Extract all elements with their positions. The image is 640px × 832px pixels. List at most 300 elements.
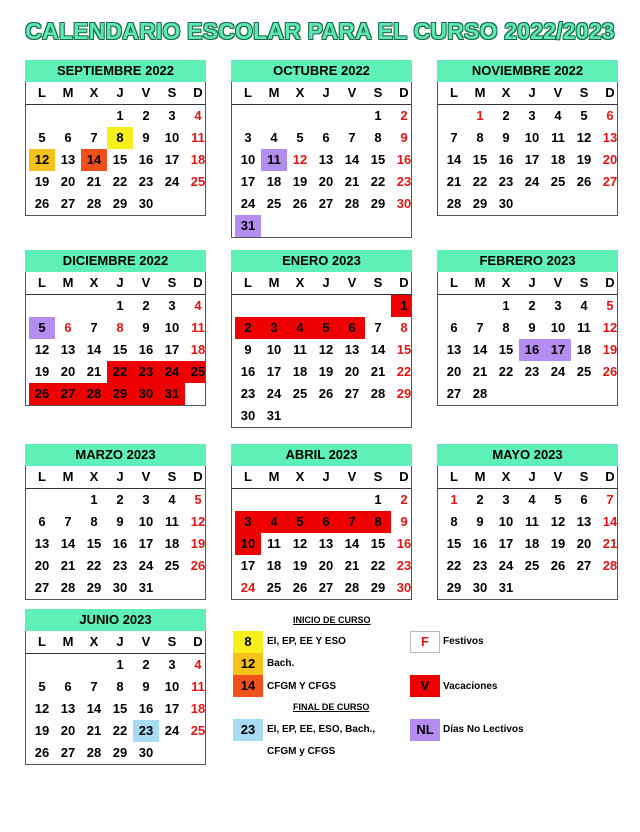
day-cell: 20 [60,364,76,379]
week-row [26,149,205,171]
day-cell: 7 [450,130,458,145]
day-cell: 19 [34,364,50,379]
day-cell: 2 [502,108,510,123]
weekday-label: D [605,469,615,484]
month-body [25,631,206,765]
day-cell: 13 [60,701,76,716]
day-cell: 23 [240,386,256,401]
legend-festivos-text: Festivos [443,636,484,647]
day-cell: 24 [240,580,256,595]
day-cell: 24 [550,364,566,379]
day-cell: 21 [370,364,386,379]
day-cell: 23 [498,174,514,189]
week-row [26,317,205,339]
day-cell: 27 [318,580,334,595]
day-cell: 4 [528,492,536,507]
day-cell: 2 [400,108,408,123]
day-cell: 12 [29,149,55,171]
day-cell: 26 [550,558,566,573]
day-cell: 14 [602,514,618,529]
weekday-header-row [438,82,617,105]
weekday-label: M [268,85,280,100]
day-cell: 18 [190,342,206,357]
day-cell: 24 [138,558,154,573]
day-cell: 5 [287,511,313,533]
day-cell: 24 [164,723,180,738]
day-cell: 9 [116,514,124,529]
day-cell: 21 [344,558,360,573]
week-row [232,171,411,193]
day-cell: 22 [498,364,514,379]
day-cell: 24 [240,196,256,211]
day-cell: 13 [60,342,76,357]
day-cell: 11 [191,130,205,145]
day-cell: 26 [292,580,308,595]
month-marzo-2023 [25,444,206,600]
weekday-label: S [579,469,589,484]
day-cell: 3 [261,317,287,339]
week-row [232,555,411,577]
day-cell: 23 [133,361,159,383]
day-cell: 10 [164,130,180,145]
day-cell: 13 [446,342,462,357]
day-cell: 17 [240,174,256,189]
day-cell: 6 [339,317,365,339]
month-header: FEBRERO 2023 [437,250,618,272]
month-junio-2023 [25,609,206,765]
day-cell: 27 [344,386,360,401]
weekday-label: D [605,275,615,290]
day-cell: 13 [318,536,334,551]
weekday-label: M [62,634,74,649]
day-cell: 4 [194,657,202,672]
day-cell: 24 [524,174,540,189]
weekday-label: L [38,85,46,100]
day-cell: 3 [168,657,176,672]
day-cell: 25 [292,386,308,401]
day-cell: 29 [112,196,128,211]
week-row [438,127,617,149]
day-cell: 15 [370,152,386,167]
day-cell: 29 [370,196,386,211]
weekday-label: S [167,469,177,484]
day-cell: 22 [396,364,412,379]
day-cell: 25 [190,174,206,189]
month-header: ABRIL 2023 [231,444,412,466]
day-cell: 8 [502,320,510,335]
day-cell: 21 [472,364,488,379]
day-cell: 18 [266,558,282,573]
day-cell: 17 [524,152,540,167]
day-cell: 9 [502,130,510,145]
legend-nl-text: Días No Lectivos [443,724,524,735]
weekday-label: S [579,275,589,290]
legend-start1-text: EI, EP, EE Y ESO [267,636,346,647]
day-cell: 30 [240,408,256,423]
day-cell: 28 [344,580,360,595]
week-row [26,127,205,149]
weekday-header-row [26,631,205,654]
day-cell: 13 [602,130,618,145]
final-heading: FINAL DE CURSO [293,702,370,712]
weekday-label: X [89,634,99,649]
day-cell: 14 [86,701,102,716]
day-cell: 2 [142,657,150,672]
day-cell: 14 [344,536,360,551]
weekday-label: J [116,275,124,290]
weekday-label: X [501,469,511,484]
week-row [232,193,411,215]
day-cell: 3 [244,130,252,145]
day-cell: 10 [266,342,282,357]
day-cell: 13 [576,514,592,529]
weekday-label: V [347,469,357,484]
day-cell: 29 [370,580,386,595]
day-cell: 22 [86,558,102,573]
week-row [26,489,205,511]
month-header: OCTUBRE 2022 [231,60,412,82]
day-cell: 30 [138,745,154,760]
legend-end-text-2: CFGM y CFGS [267,746,336,757]
day-cell: 7 [606,492,614,507]
legend-end-swatch: 23 [233,719,263,741]
day-cell: 17 [164,342,180,357]
weekday-label: L [450,85,458,100]
inicio-heading: INICIO DE CURSO [293,615,371,625]
day-cell: 8 [365,511,391,533]
day-cell: 19 [602,342,618,357]
week-row [26,533,205,555]
weekday-label: V [553,85,563,100]
day-cell: 16 [396,536,412,551]
day-cell: 26 [29,383,55,405]
day-cell: 29 [396,386,412,401]
day-cell: 20 [318,174,334,189]
day-cell: 3 [142,492,150,507]
weekday-label: X [89,275,99,290]
day-cell: 12 [318,342,334,357]
day-cell: 20 [344,364,360,379]
month-body [437,466,618,600]
weekday-header-row [26,466,205,489]
day-cell: 19 [190,536,206,551]
weekday-header-row [26,82,205,105]
day-cell: 18 [190,152,206,167]
day-cell: 18 [550,152,566,167]
day-cell: 30 [396,196,412,211]
day-cell: 29 [107,383,133,405]
day-cell: 23 [112,558,128,573]
legend-start1-swatch: 8 [233,631,263,653]
week-row [26,511,205,533]
week-row [438,555,617,577]
legend-end-text-1: EI, EP, EE, ESO, Bach., [267,724,376,735]
day-cell: 9 [400,130,408,145]
day-cell: 2 [400,492,408,507]
day-cell: 25 [576,364,592,379]
weekday-label: X [295,85,305,100]
week-row [232,149,411,171]
day-cell: 2 [528,298,536,313]
day-cell: 22 [370,558,386,573]
month-header: ENERO 2023 [231,250,412,272]
legend-start3-swatch: 14 [233,675,263,697]
day-cell: 29 [446,580,462,595]
day-cell: 6 [322,130,330,145]
day-cell: 20 [602,152,618,167]
weekday-label: J [528,275,536,290]
month-diciembre-2022 [25,250,206,406]
weekday-label: V [141,85,151,100]
weekday-label: L [450,469,458,484]
day-cell: 18 [524,536,540,551]
day-cell: 2 [116,492,124,507]
day-cell: 21 [602,536,618,551]
day-cell: 5 [606,298,614,313]
day-cell: 26 [602,364,618,379]
day-cell: 5 [38,679,46,694]
weekday-label: X [501,85,511,100]
day-cell: 14 [370,342,386,357]
month-body [25,82,206,216]
day-cell: 5 [29,317,55,339]
week-row [232,405,411,427]
day-cell: 11 [577,320,591,335]
day-cell: 2 [235,317,261,339]
weekday-header-row [232,466,411,489]
day-cell: 8 [450,514,458,529]
day-cell: 22 [472,174,488,189]
weekday-label: M [62,469,74,484]
day-cell: 19 [576,152,592,167]
day-cell: 23 [524,364,540,379]
weekday-label: L [38,469,46,484]
month-header: NOVIEMBRE 2022 [437,60,618,82]
day-cell: 16 [519,339,545,361]
day-cell: 1 [90,492,98,507]
day-cell: 2 [142,108,150,123]
day-cell: 13 [344,342,360,357]
weekday-label: S [373,275,383,290]
day-cell: 6 [64,130,72,145]
day-cell: 15 [112,701,128,716]
weekday-label: L [244,275,252,290]
day-cell: 27 [446,386,462,401]
day-cell: 3 [168,298,176,313]
week-row [438,295,617,317]
day-cell: 22 [112,174,128,189]
day-cell: 9 [400,514,408,529]
day-cell: 16 [472,536,488,551]
day-cell: 31 [498,580,514,595]
day-cell: 14 [81,149,107,171]
weekday-label: M [268,469,280,484]
day-cell: 10 [164,679,180,694]
weekday-label: V [553,469,563,484]
calendar-title: CALENDARIO ESCOLAR PARA EL CURSO 2022/2023 [25,18,615,44]
day-cell: 27 [60,745,76,760]
day-cell: 9 [528,320,536,335]
week-row [438,533,617,555]
day-cell: 13 [34,536,50,551]
day-cell: 4 [580,298,588,313]
day-cell: 14 [472,342,488,357]
day-cell: 10 [138,514,154,529]
day-cell: 8 [90,514,98,529]
day-cell: 1 [374,492,382,507]
day-cell: 6 [313,511,339,533]
weekday-label: J [116,634,124,649]
day-cell: 4 [270,130,278,145]
day-cell: 15 [498,342,514,357]
weekday-header-row [438,272,617,295]
month-noviembre-2022 [437,60,618,216]
week-row [26,676,205,698]
week-row [26,555,205,577]
day-cell: 3 [554,298,562,313]
day-cell: 10 [524,130,540,145]
day-cell: 17 [164,701,180,716]
weekday-label: M [474,275,486,290]
month-octubre-2022 [231,60,412,238]
week-row [26,577,205,599]
day-cell: 26 [34,745,50,760]
day-cell: 7 [90,130,98,145]
weekday-label: J [528,469,536,484]
weekday-header-row [232,272,411,295]
week-row [232,105,411,127]
month-body [231,466,412,600]
day-cell: 6 [64,320,72,335]
day-cell: 12 [34,701,50,716]
day-cell: 16 [396,152,412,167]
day-cell: 7 [90,320,98,335]
week-row [232,127,411,149]
week-row [26,339,205,361]
week-row [438,339,617,361]
day-cell: 16 [138,342,154,357]
day-cell: 28 [602,558,618,573]
weekday-label: J [116,85,124,100]
day-cell: 19 [550,536,566,551]
day-cell: 25 [185,361,206,383]
month-header: JUNIO 2023 [25,609,206,631]
day-cell: 12 [292,152,308,167]
day-cell: 23 [396,558,412,573]
month-header: DICIEMBRE 2022 [25,250,206,272]
day-cell: 12 [602,320,618,335]
day-cell: 4 [194,108,202,123]
week-row [26,105,205,127]
week-row [26,171,205,193]
legend-festivos-swatch: F [410,631,440,653]
day-cell: 2 [476,492,484,507]
week-row [232,489,411,511]
day-cell: 3 [528,108,536,123]
weekday-label: J [322,275,330,290]
day-cell: 15 [396,342,412,357]
week-row [438,577,617,599]
day-cell: 25 [524,558,540,573]
day-cell: 31 [159,383,185,405]
day-cell: 5 [313,317,339,339]
day-cell: 21 [344,174,360,189]
day-cell: 25 [164,558,180,573]
day-cell: 9 [142,320,150,335]
legend-start2-text: Bach. [267,658,295,669]
day-cell: 3 [168,108,176,123]
weekday-label: L [38,275,46,290]
day-cell: 24 [498,558,514,573]
day-cell: 16 [240,364,256,379]
day-cell: 2 [142,298,150,313]
day-cell: 27 [34,580,50,595]
week-row [232,511,411,533]
day-cell: 28 [370,386,386,401]
day-cell: 7 [90,679,98,694]
day-cell: 28 [81,383,107,405]
day-cell: 13 [318,152,334,167]
day-cell: 18 [164,536,180,551]
weekday-label: V [553,275,563,290]
day-cell: 15 [446,536,462,551]
day-cell: 8 [374,130,382,145]
day-cell: 5 [580,108,588,123]
week-row [26,698,205,720]
day-cell: 11 [293,342,307,357]
day-cell: 21 [86,723,102,738]
month-septiembre-2022 [25,60,206,216]
week-row [26,295,205,317]
month-header: MARZO 2023 [25,444,206,466]
day-cell: 20 [318,558,334,573]
day-cell: 7 [339,511,365,533]
day-cell: 28 [86,196,102,211]
day-cell: 19 [34,174,50,189]
day-cell: 5 [38,130,46,145]
weekday-label: X [89,469,99,484]
day-cell: 14 [86,342,102,357]
day-cell: 30 [472,580,488,595]
weekday-label: D [399,469,409,484]
day-cell: 24 [159,361,185,383]
day-cell: 5 [554,492,562,507]
day-cell: 23 [396,174,412,189]
day-cell: 6 [450,320,458,335]
week-row [232,295,411,317]
week-row [438,361,617,383]
day-cell: 23 [133,720,159,742]
day-cell: 25 [266,196,282,211]
week-row [232,533,411,555]
day-cell: 15 [370,536,386,551]
day-cell: 17 [498,536,514,551]
day-cell: 15 [112,152,128,167]
week-row [26,654,205,676]
day-cell: 18 [190,701,206,716]
month-header: MAYO 2023 [437,444,618,466]
weekday-label: S [373,469,383,484]
day-cell: 14 [344,152,360,167]
day-cell: 30 [133,383,159,405]
day-cell: 29 [112,745,128,760]
weekday-label: X [295,275,305,290]
day-cell: 30 [396,580,412,595]
day-cell: 31 [266,408,282,423]
day-cell: 12 [576,130,592,145]
day-cell: 27 [60,196,76,211]
day-cell: 27 [576,558,592,573]
